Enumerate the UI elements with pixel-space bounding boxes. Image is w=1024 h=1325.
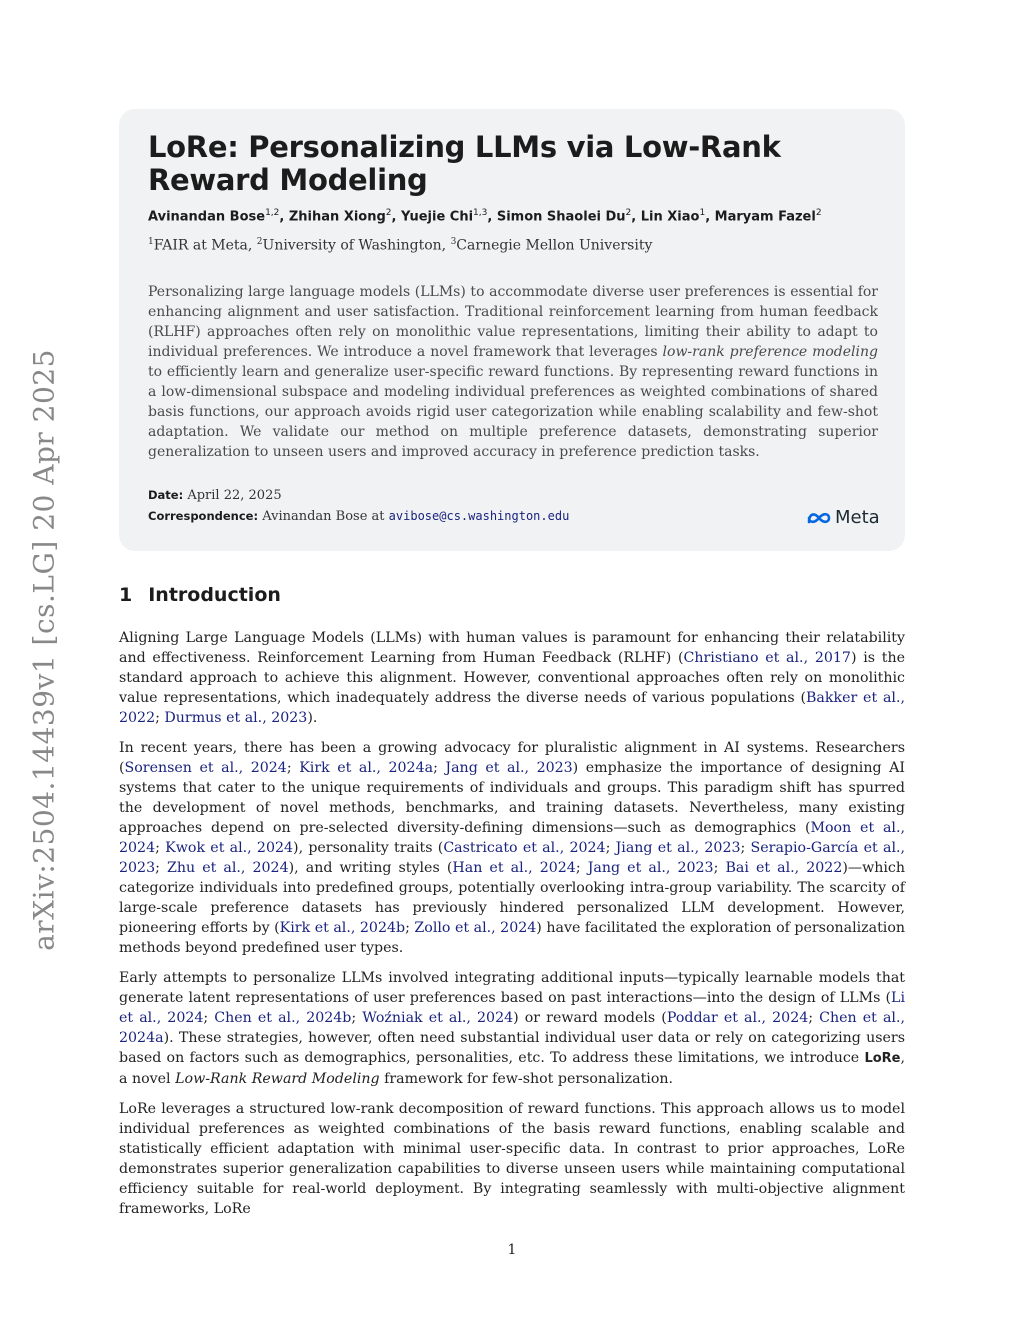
- paragraph: Early attempts to personalize LLMs involved integrating additional inputs—typically learnable models that generate latent representations of user preferences based on past interactions—into the design of LLMs (Li et al., 2024; Chen et al., 2024b; Woźniak et al., 2024) or reward models (Poddar et al., 2024; Chen et al., 2024a). These strategies, however, often need substantial individual user data or rely on categorizing users based on factors such as demographics, personalities, etc. To address these limitations, we introduce LoRe, a novel Low-Rank Reward Modeling framework for few-shot personalization.: [119, 970, 905, 1087]
- affil-name: University of Washington,: [262, 237, 451, 254]
- citation-link[interactable]: Chen et al., 2024b: [214, 1010, 352, 1026]
- intro-body: [119, 628, 905, 1229]
- date-row: [148, 488, 282, 503]
- paragraph: In recent years, there has been a growing advocacy for pluralistic alignment in AI systems. Researchers (Sorensen et al., 2024; Kirk et al., 2024a; Jang et al., 2023) emphasize the importance of designing AI systems that cater to the unique requirements of individuals and groups. This paradigm shift has spurred the development of novel methods, benchmarks, and training datasets. Nevertheless, many existing approaches depend on pre-selected diversity-defining dimensions—such as demographics (Moon et al., 2024; Kwok et al., 2024), personality traits (Castricato et al., 2024; Jiang et al., 2023; Serapio-García et al., 2023; Zhu et al., 2024), and writing styles (Han et al., 2024; Jang et al., 2023; Bai et al., 2022)—which categorize individuals into predefined groups, potentially overlooking intra-group variability. The scarcity of large-scale preference datasets has previously hindered personalized LLM development. However, pioneering efforts by (Kirk et al., 2024b; Zollo et al., 2024) have facilitated the exploration of personalization methods beyond predefined user types.: [119, 740, 906, 956]
- author-name[interactable]: Yuejie Chi: [401, 209, 474, 225]
- date-label: Date:: [148, 488, 184, 502]
- paragraph: Aligning Large Language Models (LLMs) with human values is paramount for enhancing their relatability and effectiveness. Reinforcement Learning from Human Feedback (RLHF) (Christiano et al., 2017) is the standard approach to achieve this alignment. However, conventional approaches often rely on monolithic value representations, which inadequately address the diverse needs of various populations (Bakker et al., 2022; Durmus et al., 2023).: [119, 630, 906, 726]
- citation-link[interactable]: Moon et al., 2024: [119, 820, 905, 856]
- author-sup: 1,2: [265, 208, 280, 218]
- affil-sup: 2: [256, 237, 263, 247]
- author-sup: 2: [815, 208, 822, 218]
- author-sup: 1,3: [473, 208, 488, 218]
- citation-link[interactable]: Poddar et al., 2024: [666, 1010, 809, 1026]
- meta-logo: [806, 507, 880, 528]
- citation-link[interactable]: Bakker et al., 2022: [119, 690, 905, 726]
- citation-link[interactable]: Kirk et al., 2024a: [299, 760, 434, 776]
- citation-link[interactable]: Zollo et al., 2024: [414, 920, 537, 936]
- paper-title: LoRe: Personalizing LLMs via Low-Rank Reward Modeling: [148, 130, 781, 197]
- citation-link[interactable]: Jang et al., 2023: [587, 860, 714, 876]
- citation-link[interactable]: Jiang et al., 2023: [615, 840, 741, 856]
- meta-infinity-icon: [806, 510, 832, 526]
- citation-link[interactable]: Zhu et al., 2024: [166, 860, 289, 876]
- correspondence-row: [148, 509, 569, 524]
- section-heading: [119, 584, 281, 606]
- affil-sup: 1: [148, 237, 154, 247]
- author-name[interactable]: Maryam Fazel: [714, 209, 816, 225]
- page-number: 1: [507, 1242, 517, 1258]
- citation-link[interactable]: Christiano et al., 2017: [683, 650, 851, 666]
- meta-logo-text: Meta: [835, 507, 880, 528]
- citation-link[interactable]: Jang et al., 2023: [445, 760, 573, 776]
- citation-link[interactable]: Durmus et al., 2023: [164, 710, 308, 726]
- abstract-text: Personalizing large language models (LLMs) to accommodate diverse user preferences is essential for enhancing alignment and user satisfaction. Traditional reinforcement learning from human feedback (RLHF) approaches often rely on monolithic value representations, limiting their ability to adapt to individual preferences. We introduce a novel framework that leverages: [148, 284, 878, 360]
- citation-link[interactable]: Castricato et al., 2024: [443, 840, 606, 856]
- author-list: Avinandan Bose$^{1,2}$, Zhihan Xiong$^2$, Yuejie Chi$^{1,3}$, Simon Shaolei Du$^2$, Lin Xiao$^1$, Maryam Fazel$^2$: [148, 208, 822, 225]
- author-sup: 2: [625, 208, 632, 218]
- lore-name: LoRe: [864, 1051, 901, 1066]
- correspondence-name: Avinandan Bose at: [262, 509, 385, 524]
- section-title: Introduction: [148, 584, 281, 606]
- section-number: 1: [119, 584, 133, 606]
- author-name[interactable]: Simon Shaolei Du: [496, 209, 626, 225]
- citation-link[interactable]: Li et al., 2024: [119, 990, 905, 1026]
- citation-link[interactable]: Kirk et al., 2024b: [279, 920, 406, 936]
- affil-name: FAIR at Meta,: [153, 237, 257, 254]
- citation-link[interactable]: Han et al., 2024: [452, 860, 576, 876]
- arxiv-stamp: arXiv:2504.14439v1 [cs.LG] 20 Apr 2025: [27, 349, 61, 951]
- abstract-text: to efficiently learn and generalize user-specific reward functions. By representing reward functions in a low-dimensional subspace and modeling individual preferences as weighted combinations of shared basis functions, our approach avoids rigid user categorization while enabling scalability and few-shot adaptation. We validate our method on multiple preference datasets, demonstrating superior generalization to unseen users and improved accuracy in preference prediction tasks.: [148, 364, 878, 460]
- author-name[interactable]: Avinandan Bose: [148, 209, 266, 225]
- citation-link[interactable]: Bai et al., 2022: [725, 860, 843, 876]
- paragraph: LoRe leverages a structured low-rank decomposition of reward functions. This approach allows us to model individual preferences as weighted combinations of the basis reward functions, enabling scalable and statistically efficient adaptation with minimal user-specific data. In contrast to prior approaches, LoRe demonstrates superior generalization capabilities to diverse unseen users while maintaining computational efficiency suitable for real-world deployment. By integrating seamlessly with multi-objective alignment frameworks, LoRe: [119, 1101, 905, 1217]
- correspondence-label: Correspondence:: [148, 509, 259, 523]
- affil-name: Carnegie Mellon University: [456, 237, 653, 254]
- correspondence-email[interactable]: avibose@cs.washington.edu: [388, 509, 570, 523]
- abstract: [148, 282, 878, 462]
- date-value: April 22, 2025: [187, 488, 282, 503]
- author-name[interactable]: Lin Xiao: [640, 209, 700, 225]
- citation-link[interactable]: Serapio-García et al., 2023: [119, 840, 905, 876]
- citation-link[interactable]: Chen et al., 2024a: [119, 1010, 905, 1046]
- citation-link[interactable]: Kwok et al., 2024: [165, 840, 294, 856]
- affil-sup: 3: [450, 237, 457, 247]
- author-sup: 1: [699, 208, 706, 218]
- author-name[interactable]: Zhihan Xiong: [288, 209, 386, 225]
- abstract-emphasis: low-rank preference modeling: [662, 344, 878, 360]
- citation-link[interactable]: Sorensen et al., 2024: [124, 760, 287, 776]
- citation-link[interactable]: Woźniak et al., 2024: [362, 1010, 514, 1026]
- author-sup: 2: [385, 208, 392, 218]
- affiliations: [148, 237, 652, 254]
